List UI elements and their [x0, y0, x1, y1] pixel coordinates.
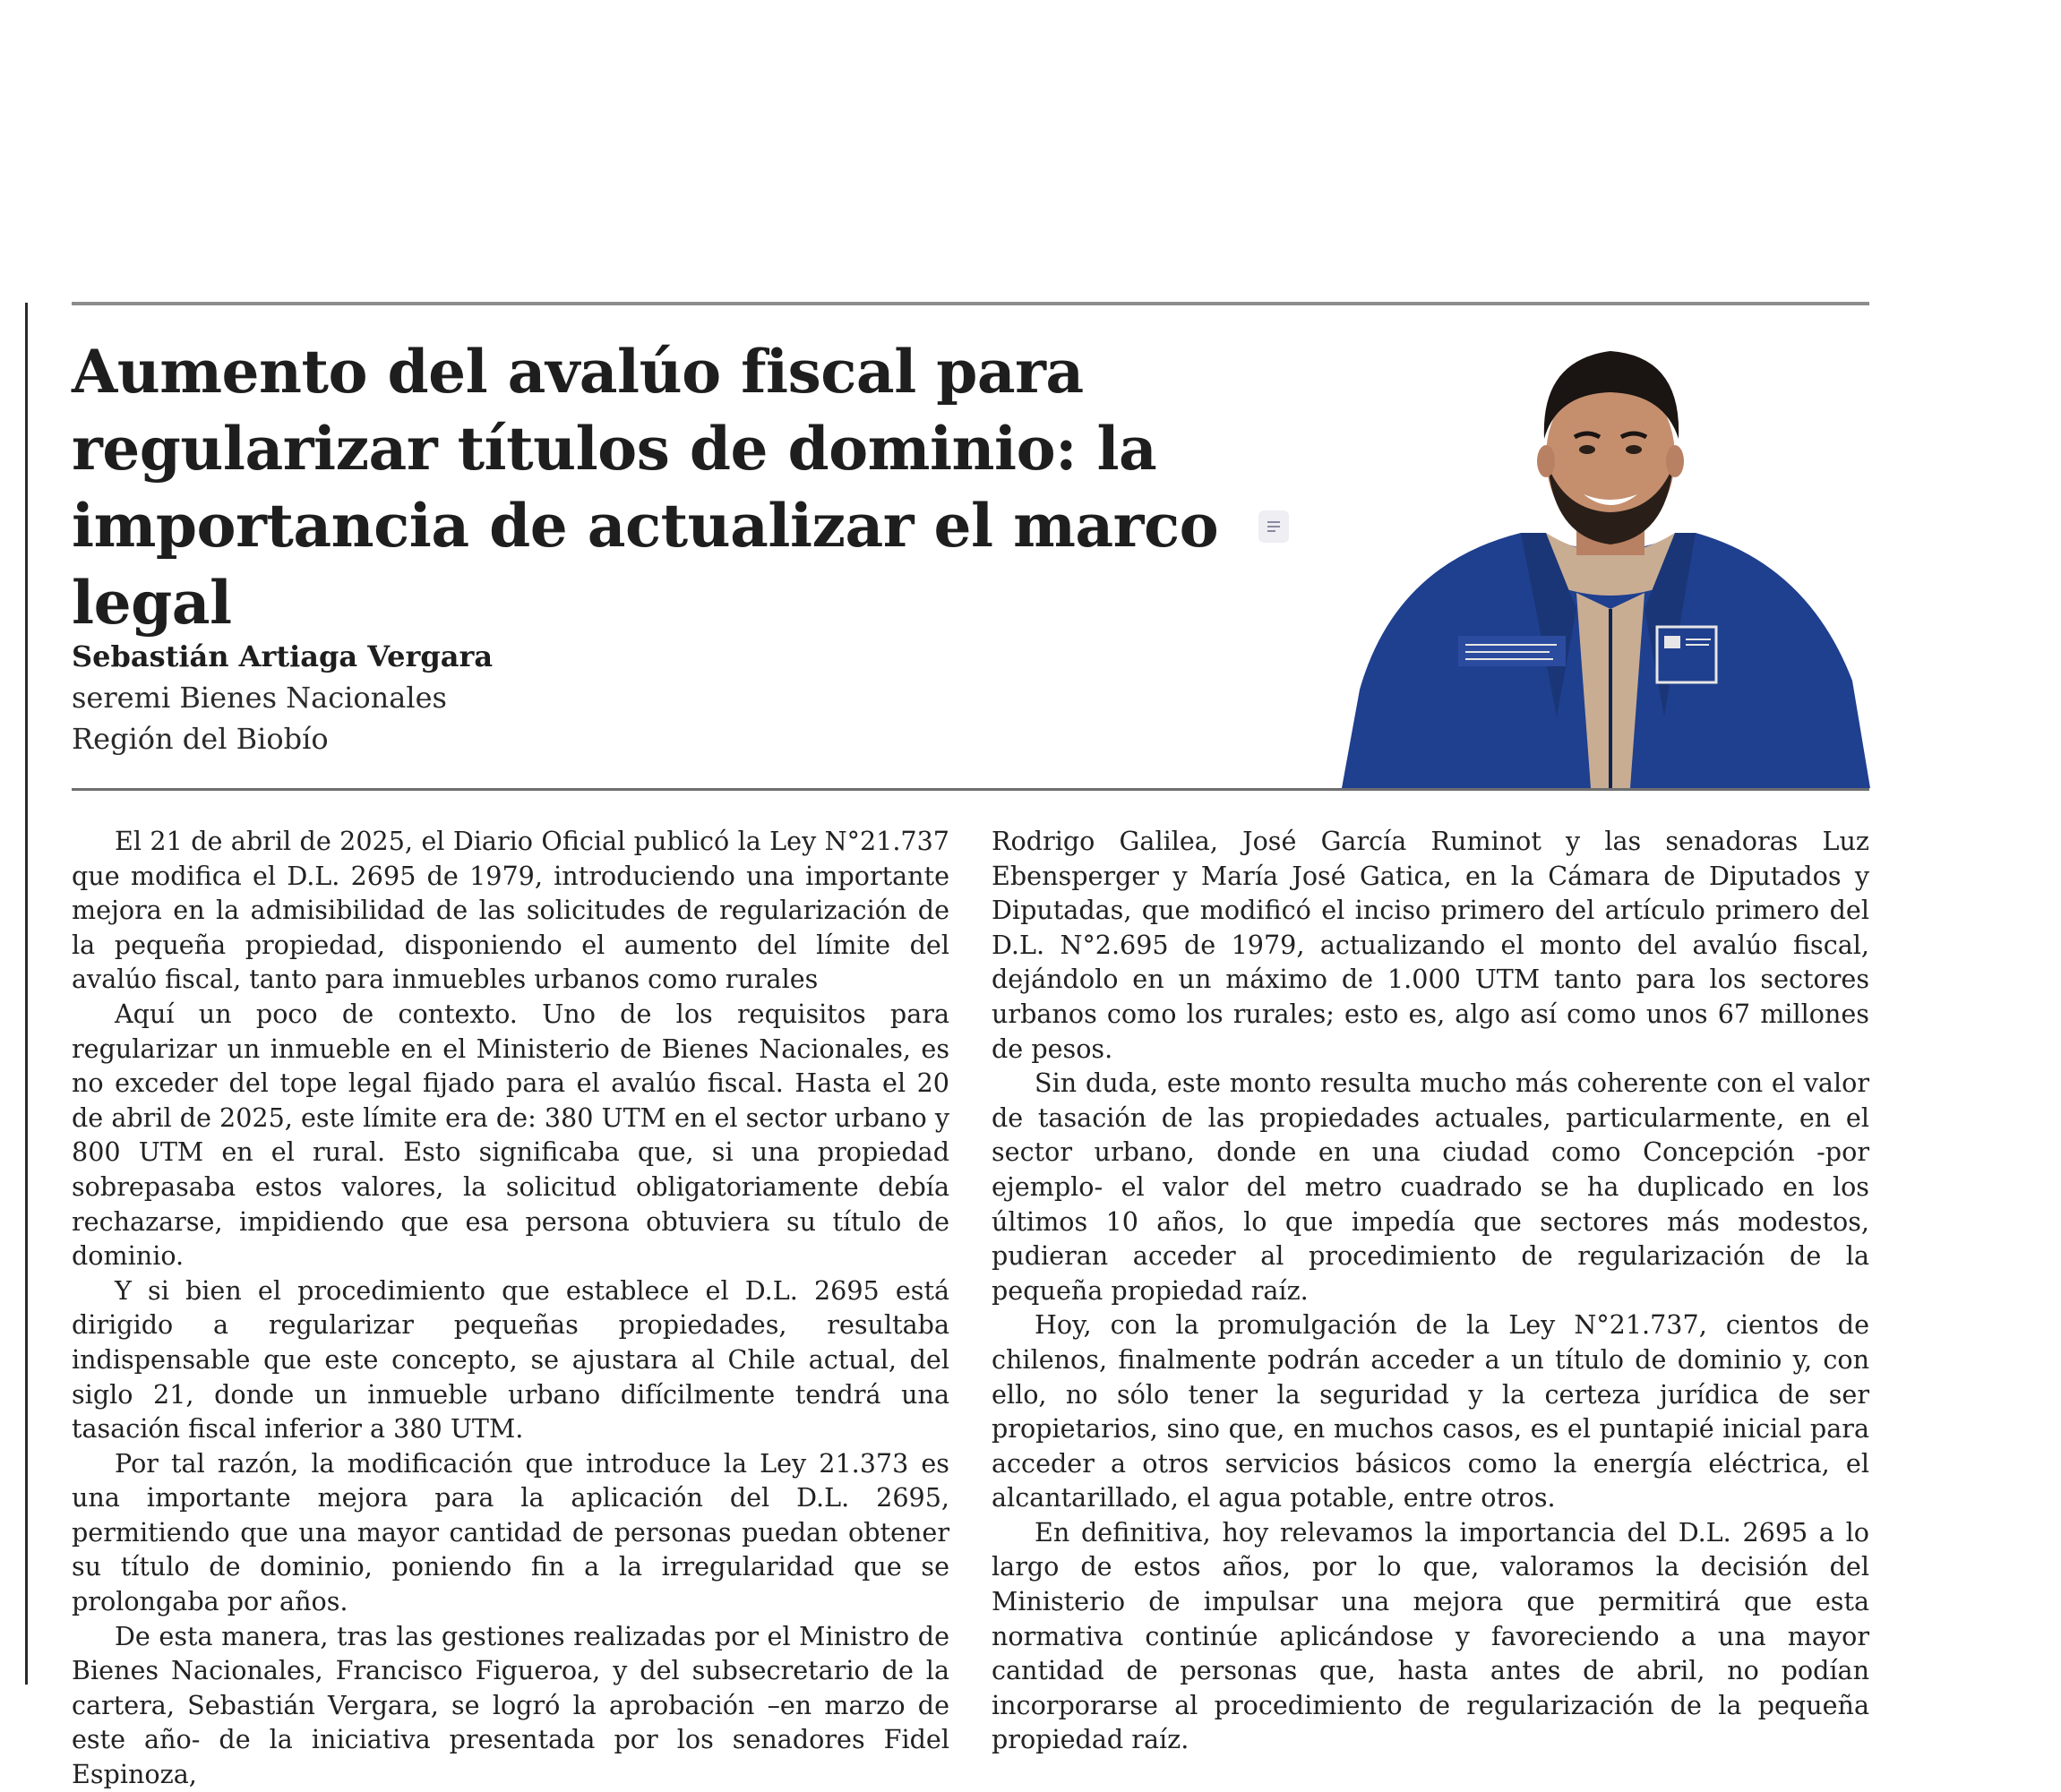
paragraph-continuation: Rodrigo Galilea, José García Ruminot y las senadoras Luz Ebensperger y María José Gatica, en la Cámara de Diputados y Diputadas, que modificó el inciso primero del artículo primero del D.L. N°2.695 de 1979, actualizando el monto del avalúo fiscal, dejándolo en un máximo de 1.000 UTM tanto para los sectores urbanos como los rurales; esto es, algo así como unos 67 millones de pesos.	[992, 826, 1869, 1064]
page-edge-rule	[25, 303, 28, 1685]
government-logo	[1657, 627, 1716, 682]
article-column-left	[72, 824, 949, 1792]
author-role: seremi Bienes Nacionales	[72, 681, 447, 715]
paragraph: Y si bien el procedimiento que establece el D.L. 2695 está dirigido a regularizar pequeñas propiedades, resultaba indispensable que este concepto, se ajustara al Chile actual, del siglo 21, donde un inmueble urbano difícilmente tendrá una tasación fiscal inferior a 380 UTM.	[72, 1274, 949, 1445]
paragraph: De esta manera, tras las gestiones realizadas por el Ministro de Bienes Nacionales, Francisco Figueroa, y del subsecretario de la cartera, Sebastián Vergara, se logró la aprobación –en marzo de este año- de la iniciativa presentada por los senadores Fidel Espinoza,	[72, 1620, 949, 1790]
paragraph: En definitiva, hoy relevamos la importancia del D.L. 2695 a lo largo de estos años, por lo que, valoramos la decisión del Ministerio de impulsar una mejora que permitirá que esta normativa continúe aplicándose y favoreciendo a una mayor cantidad de personas que, hasta antes de abril, no podían incorporarse al procedimiento de regularización de la pequeña propiedad raíz.	[992, 1516, 1869, 1755]
paragraph: Aquí un poco de contexto. Uno de los requisitos para regularizar un inmueble en el Ministerio de Bienes Nacionales, es no exceder del tope legal fijado para el avalúo fiscal. Hasta el 20 de abril de 2025, este límite era de: 380 UTM en el sector urbano y 800 UTM en el rural. Esto significaba que, si una propiedad sobrepasaba estos valores, la solicitud obligatoriamente debía rechazarse, impidiendo que esa persona obtuviera su título de dominio.	[72, 998, 949, 1272]
header-divider	[72, 788, 1869, 791]
paragraph: Sin duda, este monto resulta mucho más coherente con el valor de tasación de las propiedades actuales, particularmente, en el sector urbano, donde en una ciudad como Concepción -por ejemplo- el valor del metro cuadrado se ha duplicado en los últimos 10 años, lo que impedía que sectores más modestos, pudieran acceder al procedimiento de regularización de la pequeña propiedad raíz.	[992, 1067, 1869, 1306]
article-headline: Aumento del avalúo fiscal para regularizar títulos de dominio: la importancia de actualizar el marco legal	[72, 337, 1219, 638]
author-name: Sebastián Artiaga Vergara	[72, 639, 494, 673]
author-photo	[1342, 340, 1870, 788]
author-region: Región del Biobío	[72, 722, 329, 756]
paragraph: El 21 de abril de 2025, el Diario Oficial publicó la Ley N°21.737 que modifica el D.L. 2695 de 1979, introduciendo una importante mejora en la admisibilidad de las solicitudes de regularización de la pequeña propiedad, disponiendo el aumento del límite del avalúo fiscal, tanto para inmuebles urbanos como rurales	[72, 826, 949, 995]
comment-icon[interactable]	[1258, 510, 1289, 543]
article-column-right	[992, 824, 1869, 1757]
paragraph: Hoy, con la promulgación de la Ley N°21.737, cientos de chilenos, finalmente podrán acceder a un título de dominio y, con ello, no sólo tener la seguridad y la certeza jurídica de ser propietarios, sino que, en muchos casos, es el puntapié inicial para acceder a otros servicios básicos como la energía eléctrica, el alcantarillado, el agua potable, entre otros.	[992, 1309, 1869, 1513]
top-divider	[72, 302, 1869, 305]
byline	[72, 636, 878, 759]
paragraph: Por tal razón, la modificación que introduce la Ley 21.373 es una importante mejora para la aplicación del D.L. 2695, permitiendo que una mayor cantidad de personas puedan obtener su título de dominio, poniendo fin a la irregularidad que se prolongaba por años.	[72, 1447, 949, 1617]
